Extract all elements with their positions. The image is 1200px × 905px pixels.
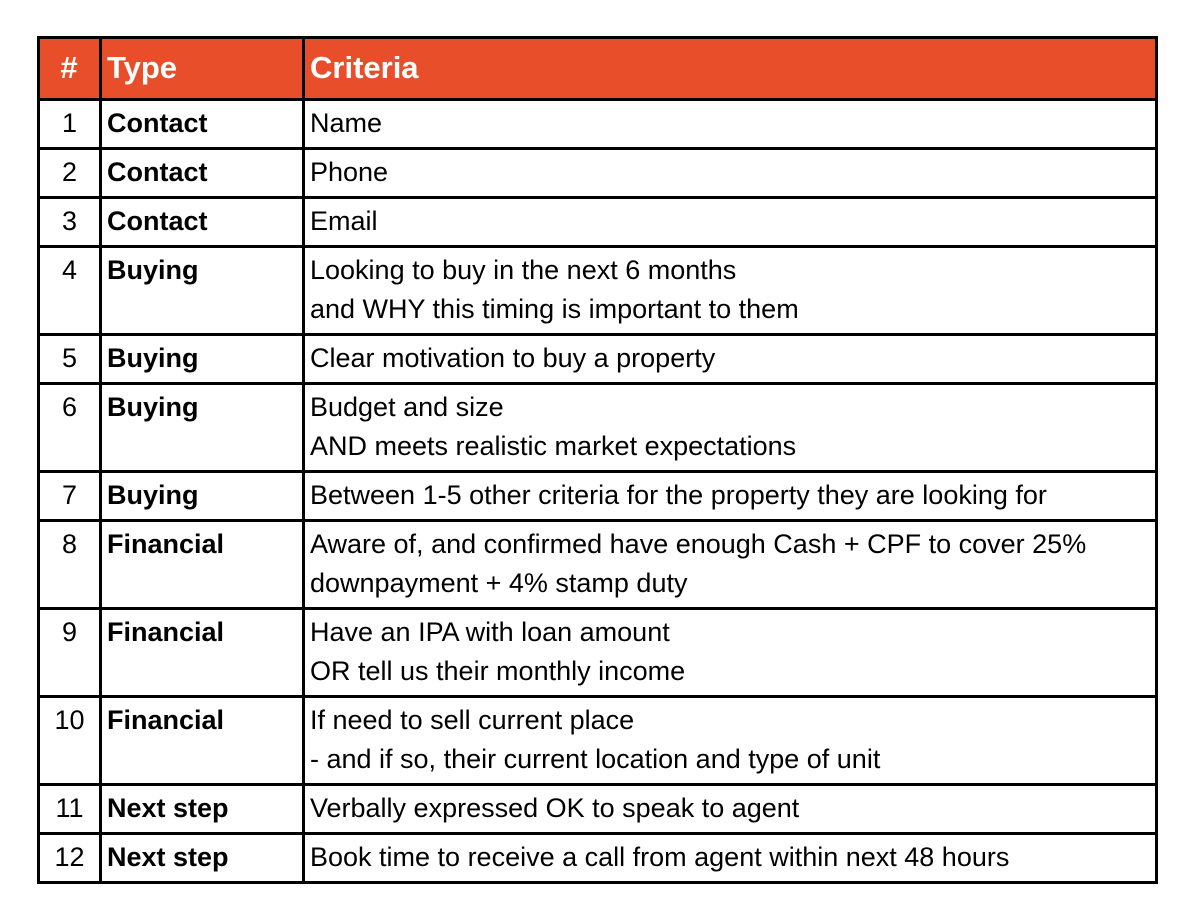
row-type: Contact <box>101 100 304 149</box>
criteria-line: and WHY this timing is important to them <box>310 294 799 324</box>
row-type: Financial <box>101 521 304 609</box>
criteria-line: downpayment + 4% stamp duty <box>310 568 688 598</box>
row-criteria <box>304 785 1157 834</box>
row-number: 2 <box>39 149 101 198</box>
row-type: Financial <box>101 697 304 785</box>
table-row <box>39 198 1157 247</box>
row-criteria <box>304 247 1157 335</box>
row-number: 5 <box>39 335 101 384</box>
criteria-line: If need to sell current place <box>310 705 635 735</box>
lead-qualification-table <box>37 36 1158 884</box>
table-body <box>39 100 1157 883</box>
table-row <box>39 384 1157 472</box>
table-header <box>39 38 1157 100</box>
header-type: Type <box>101 38 304 100</box>
row-criteria <box>304 697 1157 785</box>
row-number: 6 <box>39 384 101 472</box>
criteria-line: Phone <box>310 157 389 187</box>
header-criteria: Criteria <box>304 38 1157 100</box>
row-type: Financial <box>101 609 304 697</box>
row-number: 12 <box>39 834 101 883</box>
row-criteria <box>304 335 1157 384</box>
table-row <box>39 247 1157 335</box>
row-criteria <box>304 521 1157 609</box>
row-type: Buying <box>101 247 304 335</box>
criteria-line: - and if so, their current location and type of unit <box>310 744 881 774</box>
criteria-line: Clear motivation to buy a property <box>310 343 716 373</box>
row-type: Contact <box>101 198 304 247</box>
criteria-line: AND meets realistic market expectations <box>310 431 797 461</box>
table-row <box>39 609 1157 697</box>
row-type: Buying <box>101 335 304 384</box>
row-type: Next step <box>101 785 304 834</box>
row-number: 11 <box>39 785 101 834</box>
row-type: Buying <box>101 384 304 472</box>
row-number: 10 <box>39 697 101 785</box>
row-number: 3 <box>39 198 101 247</box>
criteria-line: Book time to receive a call from agent within next 48 hours <box>310 842 1010 872</box>
row-criteria <box>304 198 1157 247</box>
criteria-line: Between 1-5 other criteria for the property they are looking for <box>310 480 1047 510</box>
table-row <box>39 472 1157 521</box>
table-row <box>39 697 1157 785</box>
row-criteria <box>304 472 1157 521</box>
criteria-line: Verbally expressed OK to speak to agent <box>310 793 800 823</box>
table-row <box>39 100 1157 149</box>
criteria-line: OR tell us their monthly income <box>310 656 686 686</box>
row-criteria <box>304 149 1157 198</box>
row-criteria <box>304 834 1157 883</box>
header-row <box>39 38 1157 100</box>
row-type: Buying <box>101 472 304 521</box>
table-row <box>39 834 1157 883</box>
criteria-line: Looking to buy in the next 6 months <box>310 255 737 285</box>
criteria-line: Budget and size <box>310 392 504 422</box>
row-number: 9 <box>39 609 101 697</box>
criteria-line: Aware of, and confirmed have enough Cash + CPF to cover 25% <box>310 529 1087 559</box>
table-row <box>39 149 1157 198</box>
row-criteria <box>304 384 1157 472</box>
criteria-line: Have an IPA with loan amount <box>310 617 670 647</box>
row-type: Contact <box>101 149 304 198</box>
table-row <box>39 335 1157 384</box>
criteria-table-container <box>37 36 1155 884</box>
row-criteria <box>304 609 1157 697</box>
row-number: 7 <box>39 472 101 521</box>
row-number: 1 <box>39 100 101 149</box>
table-row <box>39 785 1157 834</box>
table-row <box>39 521 1157 609</box>
row-type: Next step <box>101 834 304 883</box>
header-number: # <box>39 38 101 100</box>
row-number: 8 <box>39 521 101 609</box>
row-number: 4 <box>39 247 101 335</box>
criteria-line: Email <box>310 206 378 236</box>
row-criteria <box>304 100 1157 149</box>
criteria-line: Name <box>310 108 383 138</box>
